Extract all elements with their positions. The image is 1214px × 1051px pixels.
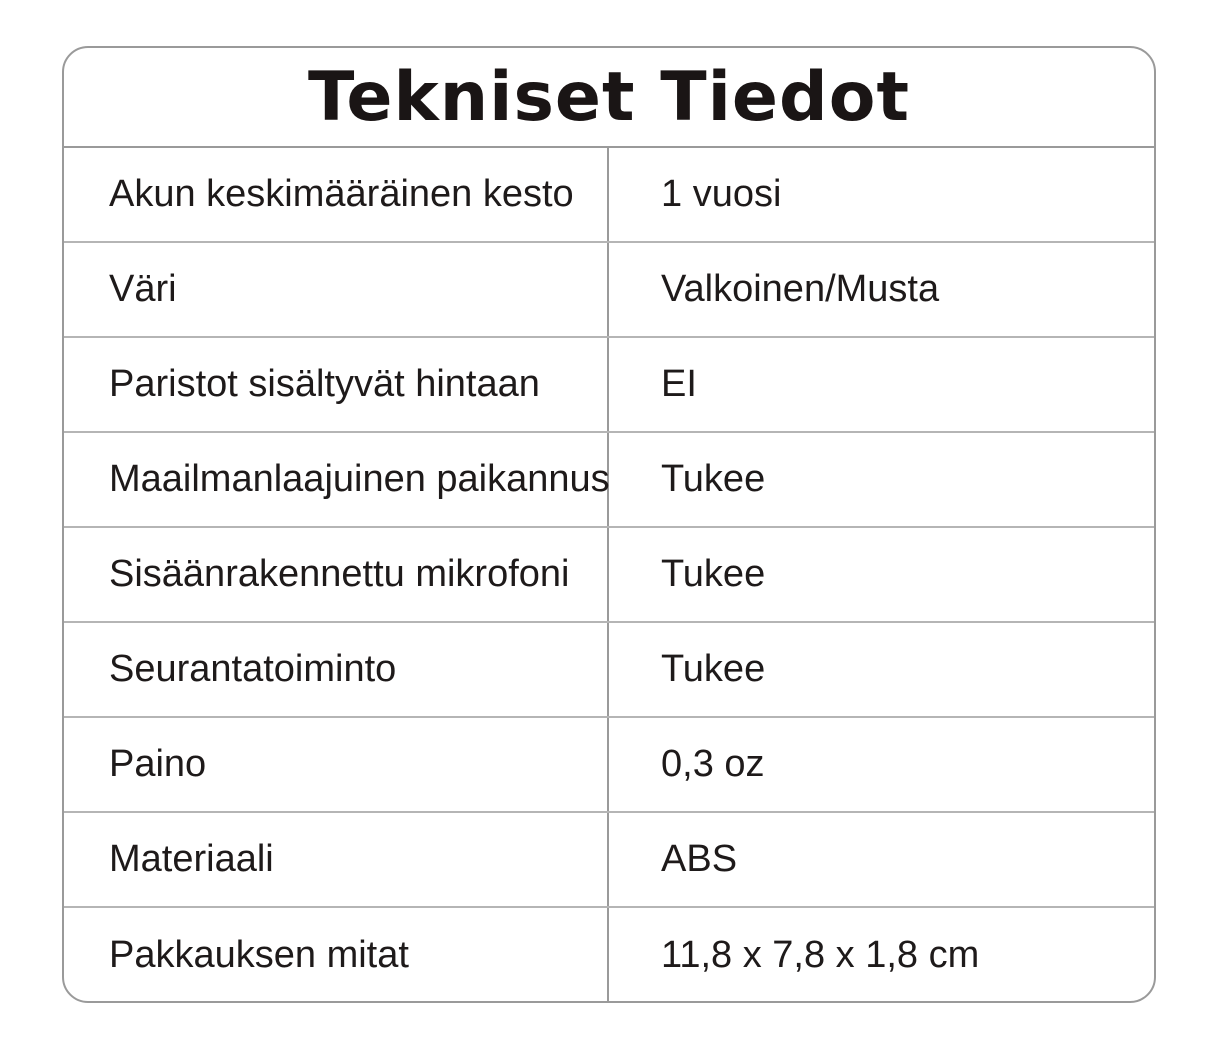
spec-label: Pakkauksen mitat [64,908,609,1003]
spec-label: Paristot sisältyvät hintaan [64,338,609,431]
spec-value: 0,3 oz [661,743,765,785]
table-row [64,148,1154,243]
spec-value: Valkoinen/Musta [661,268,940,310]
spec-value: Tukee [661,458,766,500]
spec-label: Väri [64,243,609,336]
table-row [64,623,1154,718]
table-row [64,718,1154,813]
table-row [64,528,1154,623]
spec-table [62,46,1156,1003]
spec-value: ABS [661,838,738,880]
spec-value: Tukee [661,553,766,595]
spec-value: EI [661,363,697,405]
table-row [64,908,1154,1003]
spec-label: Seurantatoiminto [64,623,609,716]
spec-label: Paino [64,718,609,811]
spec-value: 11,8 x 7,8 x 1,8 cm [661,934,980,976]
spec-label: Akun keskimääräinen kesto [64,148,609,241]
page-title: Tekniset Tiedot [64,48,1154,148]
table-row [64,813,1154,908]
table-row [64,338,1154,433]
spec-label: Maailmanlaajuinen paikannus [64,433,609,526]
spec-value: 1 vuosi [661,173,782,215]
spec-label: Sisäänrakennettu mikrofoni [64,528,609,621]
table-row [64,243,1154,338]
spec-rows [64,148,1154,1003]
spec-value: Tukee [661,648,766,690]
spec-label: Materiaali [64,813,609,906]
table-row [64,433,1154,528]
